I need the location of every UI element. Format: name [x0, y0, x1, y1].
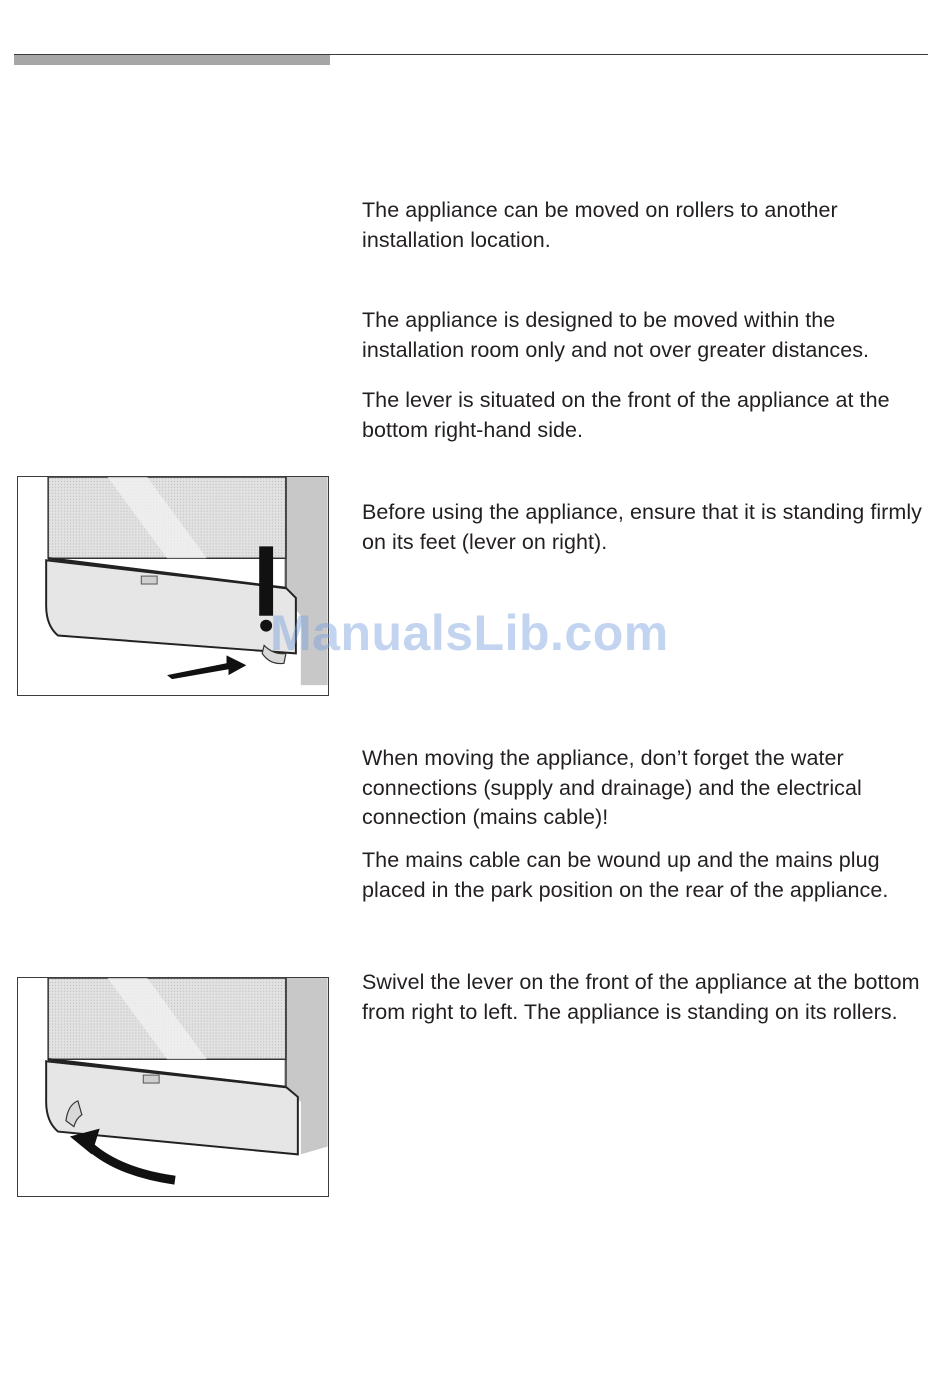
paragraph-room-only: The appliance is designed to be moved within the installation room only and not over greater distances. — [362, 308, 870, 362]
paragraph-mains-cable: The mains cable can be wound up and the mains plug placed in the park position on the rear of the appliance. — [362, 848, 889, 902]
paragraph-connections-warning: When moving the appliance, don’t forget the water connections (supply and drainage) and the electrical connection (mains cable)! — [362, 746, 862, 829]
watermark: ManualsLib.com — [270, 605, 669, 661]
appliance-lever-swivel-illustration — [18, 978, 328, 1196]
paragraph-rollers: The appliance can be moved on rollers to another installation location. — [362, 198, 838, 252]
figure-lever-swivel — [17, 977, 329, 1197]
paragraph-standing-firmly: Before using the appliance, ensure that it is standing firmly on its feet (lever on right). — [362, 500, 922, 554]
paragraph-swivel-lever: Swivel the lever on the front of the appliance at the bottom from right to left. The appliance is standing on its rollers. — [362, 970, 920, 1024]
appliance-lever-right-illustration — [18, 477, 328, 695]
figure-lever-right — [17, 476, 329, 696]
paragraph-lever-location: The lever is situated on the front of the appliance at the bottom right-hand side. — [362, 388, 890, 442]
header-bar — [14, 55, 330, 65]
